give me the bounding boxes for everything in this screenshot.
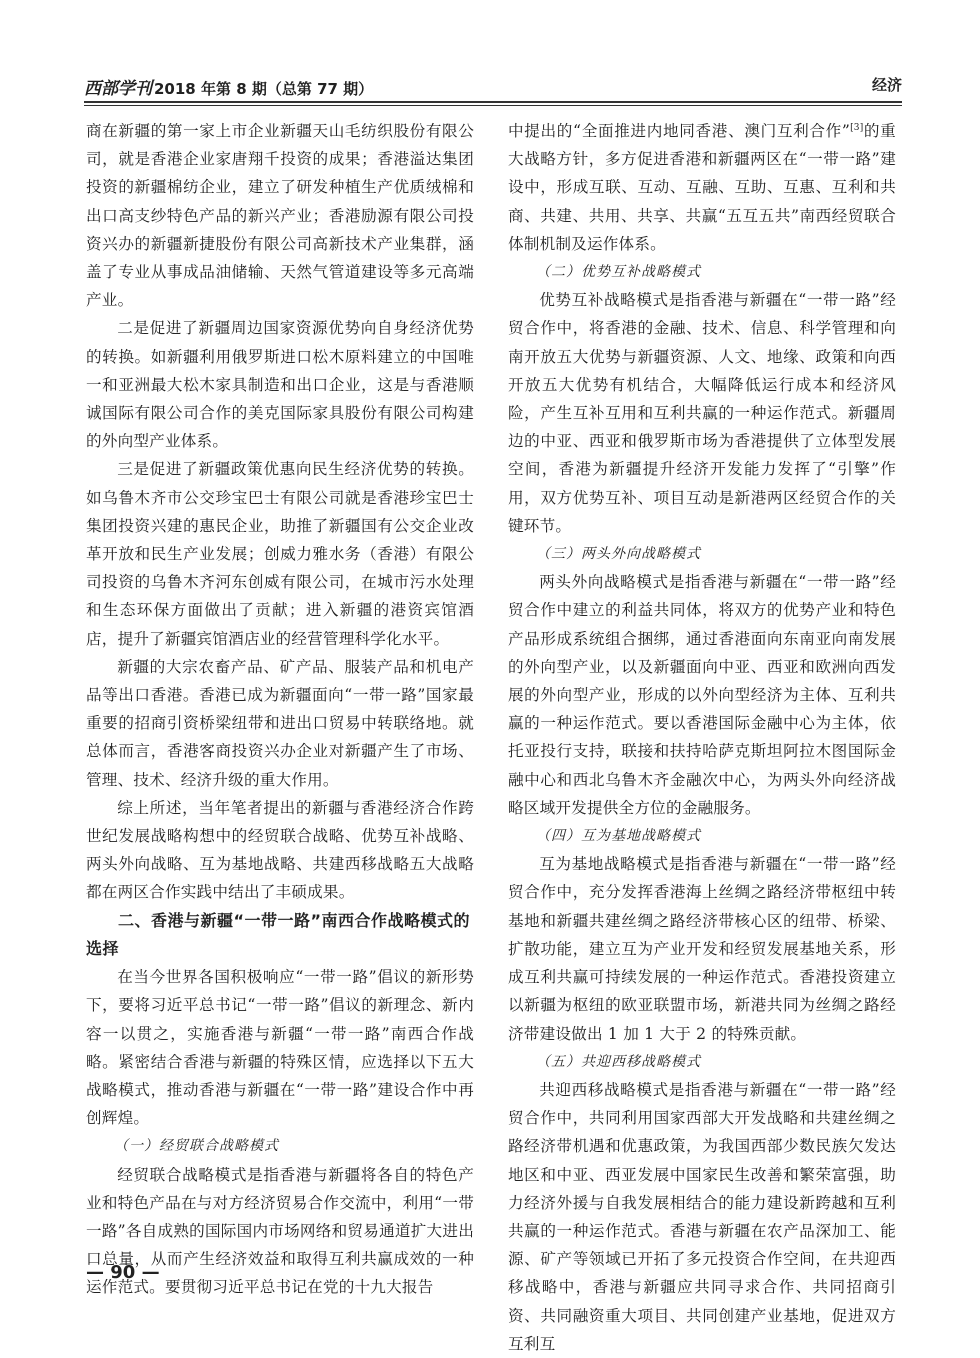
- journal-logo: 西部学刊: [84, 79, 152, 99]
- paragraph-text: 二是促进了新疆周边国家资源优势向自身经济优势的转换。如新疆利用俄罗斯进口松木原料建立的中国唯一和亚洲最大松木家具制造和出口企业，这是与香港顺诚国际有限公司合作的美克国际家具股份有限公司构建的外向型产业体系。: [86, 319, 474, 451]
- paragraph-text: 优势互补战略模式是指香港与新疆在“一带一路”经贸合作中，将香港的金融、技术、信息、科学管理和向南开放五大优势与新疆资源、人文、地缘、政策和向西开放五大优势有机结合，大幅降低运行成本和经济风险，产生互补互用和互利共赢的一种运作范式。新疆周边的中亚、西亚和俄罗斯市场为香港提供了立体型发展空间，香港为新疆提升经济开发能力发挥了“引擎”作用，双方优势互补、项目互动是新港两区经贸合作的关键环节。: [508, 291, 896, 535]
- paragraph-text: （一）经贸联合战略模式: [114, 1138, 279, 1155]
- paragraph-text: 共迎西移战略模式是指香港与新疆在“一带一路”经贸合作中，共同利用国家西部大开发战略和共建丝绸之路经济带机遇和优惠政策，为我国西部少数民族欠发达地区和中亚、西亚发展中国家民生改善和繁荣富强，助力经济外援与自我发展相结合的能力建设新跨越和互利共赢的一种运作范式。香港与新疆在农产品深加工、能源、矿产等领域已开拓了多元投资合作空间，在共迎西移战略中，香港与新疆应共同寻求合作、共同招商引资、共同融资重大项目、共同创建产业基地，促进双方互利互: [508, 1080, 896, 1353]
- paragraph: [508, 117, 896, 258]
- header-journal-issue: [84, 74, 373, 99]
- paragraph: [86, 117, 474, 314]
- paragraph-text: 的重大战略方针，多方促进香港和新疆两区在“一带一路”建设中，形成互联、互动、互融、互助、互惠、互利和共商、共建、共用、共享、共赢“五互五共”南西经贸联合体制机制及运作体系。: [508, 122, 896, 253]
- running-header: [84, 74, 902, 100]
- subsection-heading: [508, 822, 896, 850]
- paragraph: [86, 963, 474, 1132]
- section-heading: [86, 907, 474, 963]
- paragraph-text: 经贸联合战略模式是指香港与新疆将各自的特色产业和特色产品在与对方经济贸易合作交流中，利用“一带一路”各自成熟的国际国内市场网络和贸易通道扩大进出口总量，从而产生经济效益和取得互利共赢成效的一种运作范式。要贯彻习近平总书记在党的十九大报告: [86, 1165, 474, 1297]
- paragraph: [508, 850, 896, 1047]
- right-column: [508, 117, 896, 1358]
- paragraph-text: （五）共迎西移战略模式: [536, 1053, 701, 1070]
- issue-info: 2018 年第 8 期（总第 77 期）: [154, 80, 374, 98]
- section-label: 经济: [871, 76, 902, 94]
- paragraph: [508, 286, 896, 540]
- subsection-heading: [508, 258, 896, 286]
- paragraph-text: 互为基地战略模式是指香港与新疆在“一带一路”经贸合作中，充分发挥香港海上丝绸之路经济带枢纽中转基地和新疆共建丝绸之路经济带核心区的纽带、桥梁、扩散功能，建立互为产业开发和经贸发展基地关系，形成互利共赢可持续发展的一种运作范式。香港投资建立以新疆为枢纽的欧亚联盟市场，新港共同为丝绸之路经济带建设做出 1 加 1 大于 2 的特殊贡献。: [508, 855, 896, 1043]
- subsection-heading: [86, 1132, 474, 1160]
- paragraph-text: （二）优势互补战略模式: [536, 264, 701, 281]
- subsection-heading: [508, 1048, 896, 1076]
- paragraph-text: 中提出的“全面推进内地同香港、澳门互利合作”: [508, 122, 851, 140]
- subsection-heading: [508, 540, 896, 568]
- paragraph-text: 三是促进了新疆政策优惠向民生经济优势的转换。如乌鲁木齐市公交珍宝巴士有限公司就是香港珍宝巴士集团投资兴建的惠民企业，助推了新疆国有公交企业改革开放和民生产业发展；创威力雅水务（香港）有限公司投资的乌鲁木齐河东创威有限公司，在城市污水处理和生态环保方面做出了贡献；进入新疆的港资宾馆酒店，提升了新疆宾馆酒店业的经营管理科学化水平。: [86, 460, 474, 648]
- paragraph-text: 在当今世界各国积极响应“一带一路”倡议的新形势下，要将习近平总书记“一带一路”倡议的新理念、新内容一以贯之，实施香港与新疆“一带一路”南西合作战略。紧密结合香港与新疆的特殊区情，应选择以下五大战略模式，推动香港与新疆在“一带一路”建设合作中再创辉煌。: [86, 968, 474, 1128]
- paragraph-text: （三）两头外向战略模式: [536, 546, 701, 563]
- page-number: — 90 —: [86, 1262, 160, 1283]
- header-rule-thin: [84, 105, 902, 106]
- paragraph-text: 综上所述，当年笔者提出的新疆与香港经济合作跨世纪发展战略构想中的经贸联合战略、优势互补战略、两头外向战略、互为基地战略、共建西移战略五大战略都在两区合作实践中结出了丰硕成果。: [86, 798, 474, 902]
- paragraph: [86, 314, 474, 455]
- citation-marker: [3]: [850, 122, 864, 133]
- paragraph: [86, 653, 474, 794]
- paragraph: [86, 455, 474, 652]
- paragraph-text: 两头外向战略模式是指香港与新疆在“一带一路”经贸合作中建立的利益共同体，将双方的优势产业和特色产品形成系统组合捆绑，通过香港面向东南亚向南发展的外向型产业，以及新疆面向中亚、西亚和欧洲向西发展的外向型产业，形成的以外向型经济为主体、互利共赢的一种运作范式。要以香港国际金融中心为主体，依托亚投行支持，联接和扶持哈萨克斯坦阿拉木图国际金融中心和西北乌鲁木齐金融次中心，为两头外向经济战略区域开发提供全方位的金融服务。: [508, 573, 896, 817]
- paragraph: [86, 794, 474, 907]
- paragraph-text: 商在新疆的第一家上市企业新疆天山毛纺织股份有限公司，就是香港企业家唐翔千投资的成果；香港溢达集团投资的新疆棉纺企业，建立了研发种植生产优质绒棉和出口高支纱特色产品的新兴产业；香港励源有限公司投资兴办的新疆新捷股份有限公司高新技术产业集群，涵盖了专业从事成品油储输、天然气管道建设等多元高端产业。: [86, 122, 474, 310]
- paragraph-text: 二、香港与新疆“一带一路”南西合作战略模式的选择: [86, 910, 471, 958]
- paragraph: [508, 1076, 896, 1358]
- paragraph-text: 新疆的大宗农畜产品、矿产品、服装产品和机电产品等出口香港。香港已成为新疆面向“一带一路”国家最重要的招商引资桥梁纽带和进出口贸易中转联络地。就总体而言，香港客商投资兴办企业对新疆产生了市场、管理、技术、经济升级的重大作用。: [86, 657, 474, 789]
- header-rule-thick: [84, 101, 902, 103]
- left-column: [86, 117, 474, 1302]
- paragraph: [508, 568, 896, 822]
- paragraph-text: （四）互为基地战略模式: [536, 828, 701, 845]
